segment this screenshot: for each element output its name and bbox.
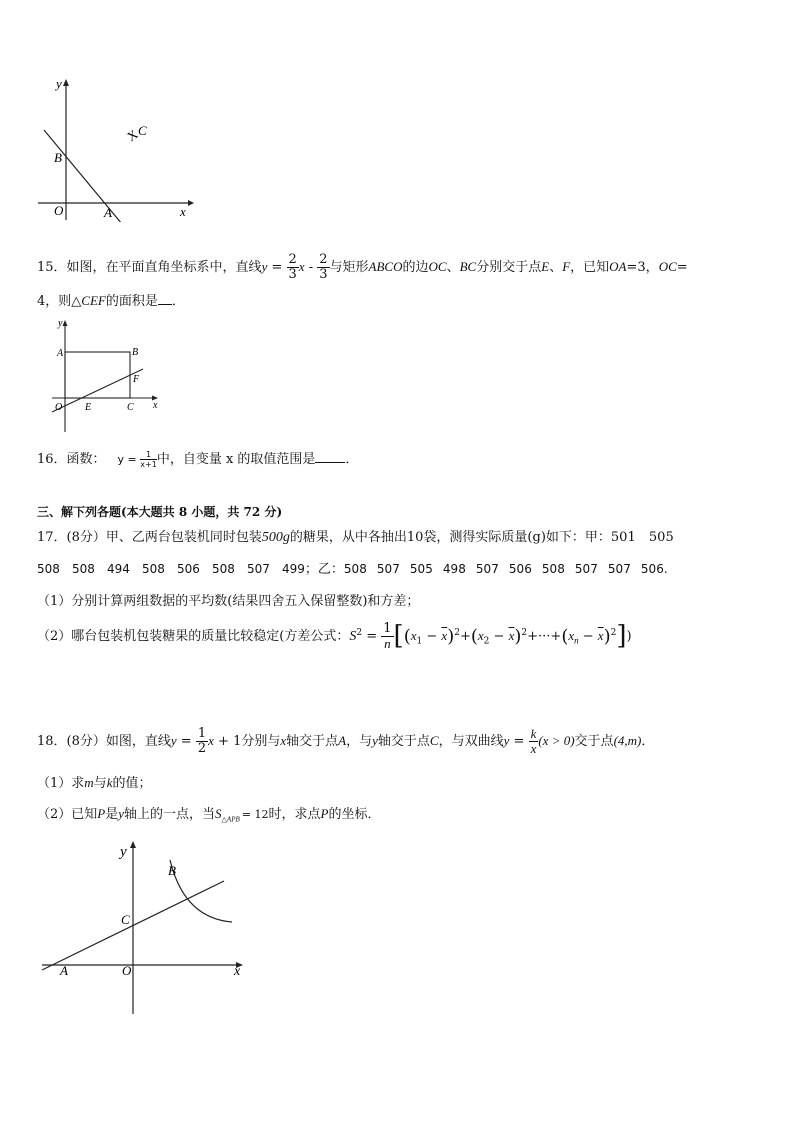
plus-one: + 1 [213, 734, 242, 749]
var-y: y [503, 733, 510, 748]
q16-text: 中，自变量 x 的取值范围是 [156, 452, 316, 467]
numerator: k [530, 726, 537, 741]
subscript: 2 [483, 636, 490, 647]
fraction [381, 622, 393, 651]
q18-text: ，与 [346, 734, 373, 749]
point-c: C [429, 733, 439, 748]
period: ． [171, 294, 185, 309]
yi-value: 507 [607, 562, 631, 576]
var-s: S [349, 629, 357, 645]
ellipsis: +···+ [527, 629, 562, 645]
paren: ( [561, 625, 569, 647]
q18-text: （1）求 [37, 776, 85, 791]
var-s: S [215, 806, 222, 821]
paren-close: ) [626, 629, 632, 645]
fraction [317, 253, 329, 282]
subscript: n [574, 635, 579, 646]
jia-value: 499 [282, 562, 305, 576]
seg-oc: OC [428, 259, 447, 274]
label-y: y [58, 318, 63, 329]
bracket-right: ] [616, 621, 627, 651]
var-x: x [568, 628, 575, 644]
y-axis-arrow-icon [63, 79, 69, 86]
var-x: x [280, 733, 287, 748]
equals: = [676, 260, 688, 275]
q15-text: 如图，在平面直角坐标系中，直线 [66, 260, 262, 275]
q18-text: 轴交于点 [286, 734, 339, 749]
yi-label: ；乙： [304, 562, 344, 577]
label-e: E [85, 402, 92, 413]
label-y: y [56, 76, 62, 91]
label-o: O [122, 963, 132, 978]
subscript: 1 [416, 636, 423, 647]
label-b: B [54, 150, 62, 165]
fraction [196, 727, 208, 756]
denominator: x+1 [140, 460, 157, 469]
fraction [287, 253, 299, 282]
superscript: 2 [521, 627, 528, 638]
label-y: y [120, 844, 127, 860]
q18-text: 是 [105, 807, 119, 822]
condition: (x > 0) [538, 733, 575, 748]
point-f: F [562, 259, 571, 274]
bracket-left: [ [393, 621, 404, 651]
q17-part1: （1）分别计算两组数据的平均数(结果四舍五入保留整数)和方差； [37, 594, 420, 609]
fraction [140, 450, 157, 469]
equals: = [509, 734, 529, 749]
mass-value: 500g [261, 530, 290, 545]
yi-value: 508 [343, 562, 367, 576]
period: ． [641, 734, 655, 749]
paren: ( [470, 625, 478, 647]
var-x: x [477, 628, 484, 644]
sep: 、 [446, 260, 460, 275]
minus: − [422, 629, 442, 645]
equals: = [362, 629, 382, 645]
label-c: C [121, 912, 130, 927]
area-value: = 12 [241, 808, 269, 821]
paren: ) [514, 625, 522, 647]
yi-value: 505 [409, 562, 433, 576]
q15-text: 4，则△ [37, 294, 82, 309]
jia-value: 507 [247, 562, 270, 576]
denominator: x [530, 741, 537, 756]
q16-number: 16．函数： [37, 452, 106, 467]
point-a: A [338, 733, 347, 748]
figure-q14 [30, 72, 200, 222]
superscript: 2 [454, 627, 460, 638]
seg-bc: BC [459, 259, 477, 274]
label-a: A [60, 963, 68, 978]
rect-name: ABCO [368, 259, 403, 274]
label-a: A [57, 348, 64, 359]
yi-value: 498 [442, 562, 466, 576]
yi-value: 507 [475, 562, 499, 576]
q18-text: 时，求点 [268, 807, 321, 822]
q18-text: 交于点 [574, 734, 614, 749]
q18-text: 轴上的一点，当 [124, 807, 216, 822]
jia-value: 501 [610, 530, 636, 545]
q18-text: ，与双曲线 [438, 734, 504, 749]
numerator: 2 [288, 252, 297, 267]
jia-value: 508 [142, 562, 165, 576]
q18-text: 轴交于点 [377, 734, 430, 749]
q18-text: 的值； [112, 776, 152, 791]
paren: ) [447, 625, 455, 647]
q17-text: 的糖果，从中各抽出10袋，测得实际质量(g)如下：甲： [289, 530, 611, 545]
numerator: 2 [319, 252, 328, 267]
figure-q18 [36, 838, 256, 1020]
denominator: 3 [288, 267, 297, 282]
minus: - [304, 260, 318, 275]
q15-line1 [37, 253, 688, 282]
q18-part1 [37, 775, 151, 792]
yi-value: 507 [574, 562, 598, 576]
seg-oc: OC [658, 259, 677, 274]
jia-value: 508 [37, 562, 60, 576]
q15-text: ，已知 [570, 260, 610, 275]
q16 [37, 450, 358, 469]
var-y: y [170, 733, 177, 748]
jia-value: 508 [72, 562, 95, 576]
point-p: P [320, 806, 329, 821]
label-c: C [138, 123, 147, 138]
q18-text: （2）已知 [37, 807, 98, 822]
var-y: y [118, 806, 125, 821]
equals: = [176, 734, 196, 749]
yi-value: 507 [376, 562, 400, 576]
jia-value: 506 [177, 562, 200, 576]
q15-number: 15． [37, 260, 67, 275]
q15-text: 与矩形 [329, 260, 369, 275]
point-p: P [97, 806, 106, 821]
jia-value: 494 [107, 562, 130, 576]
q18-text: 的坐标． [328, 807, 381, 822]
q15-text: 分别交于点 [476, 260, 542, 275]
q17-line1 [37, 530, 674, 547]
answer-blank [315, 462, 345, 463]
sep: 、 [549, 260, 563, 275]
label-f: F [133, 374, 140, 385]
subscript: △APB [221, 815, 240, 824]
point-e: E [541, 259, 550, 274]
q17-part2 [37, 621, 632, 652]
value: =3， [626, 260, 659, 275]
label-c: C [127, 402, 134, 413]
func-y: y = [117, 453, 141, 466]
q15-text: 的面积是 [105, 294, 158, 309]
label-b: B [132, 347, 139, 358]
paren: ) [603, 625, 611, 647]
x-bar: $\overline{x}$ [441, 628, 448, 644]
minus: − [489, 629, 509, 645]
plus: + [459, 629, 471, 645]
q15-text: 的边 [402, 260, 429, 275]
hyperbola-curve [170, 860, 232, 922]
point-c-mark: X [124, 126, 141, 145]
yi-value: 508 [541, 562, 565, 576]
minus: − [578, 629, 598, 645]
x-axis-arrow-icon [188, 200, 194, 206]
q18-part2 [37, 806, 380, 824]
x-bar: $\overline{x}$ [597, 628, 604, 644]
period: ． [345, 452, 359, 467]
period: . [663, 562, 668, 576]
label-o: O [55, 402, 63, 413]
label-x: x [180, 204, 186, 219]
point-coords: (4,m) [613, 733, 642, 748]
var-y: y [372, 733, 378, 748]
numerator: 1 [197, 726, 207, 741]
y-axis-arrow-icon [130, 841, 136, 848]
yi-value: 506 [508, 562, 532, 576]
var-y: y [261, 259, 268, 274]
seg-oa: OA [609, 259, 627, 274]
superscript: 2 [610, 627, 617, 638]
q18-text: 分别与 [241, 734, 281, 749]
denominator: 3 [319, 267, 328, 282]
label-x: x [234, 964, 241, 979]
var-x: x [298, 259, 305, 274]
q18-text: 18．(8分）如图，直线 [37, 734, 171, 749]
var-m: m [84, 775, 94, 790]
paren: ( [403, 625, 411, 647]
denominator: n [384, 636, 391, 652]
label-o: O [54, 203, 64, 218]
denominator: 2 [197, 741, 207, 756]
triangle-name: CEF [81, 293, 106, 308]
q15-line2 [37, 293, 185, 310]
q17-text: （2）哪台包装机包装糖果的质量比较稳定(方差公式： [37, 629, 350, 645]
figure-q15 [50, 316, 170, 436]
q18-text: 与 [93, 776, 107, 791]
x-bar: $\overline{x}$ [508, 628, 515, 644]
numerator: 1 [140, 450, 157, 460]
var-k: k [106, 775, 113, 790]
label-a: A [104, 205, 112, 220]
label-x: x [153, 400, 158, 411]
jia-value: 508 [212, 562, 235, 576]
answer-blank [158, 304, 172, 305]
numerator: 1 [383, 621, 392, 637]
q18-line1 [37, 727, 654, 756]
q17-line2 [37, 562, 668, 578]
fraction [529, 727, 539, 756]
y-axis-arrow-icon [63, 320, 68, 326]
yi-value: 506 [640, 562, 664, 576]
var-x: x [410, 628, 417, 644]
var-x: x [208, 733, 214, 748]
label-b: B [168, 863, 176, 878]
jia-value: 505 [648, 530, 674, 545]
equals: = [267, 260, 287, 275]
superscript: 2 [356, 627, 363, 638]
section-heading: 三、解下列各题(本大题共 8 小题，共 72 分) [37, 505, 283, 519]
q17-text: 17．(8分）甲、乙两台包装机同时包装 [37, 530, 262, 545]
